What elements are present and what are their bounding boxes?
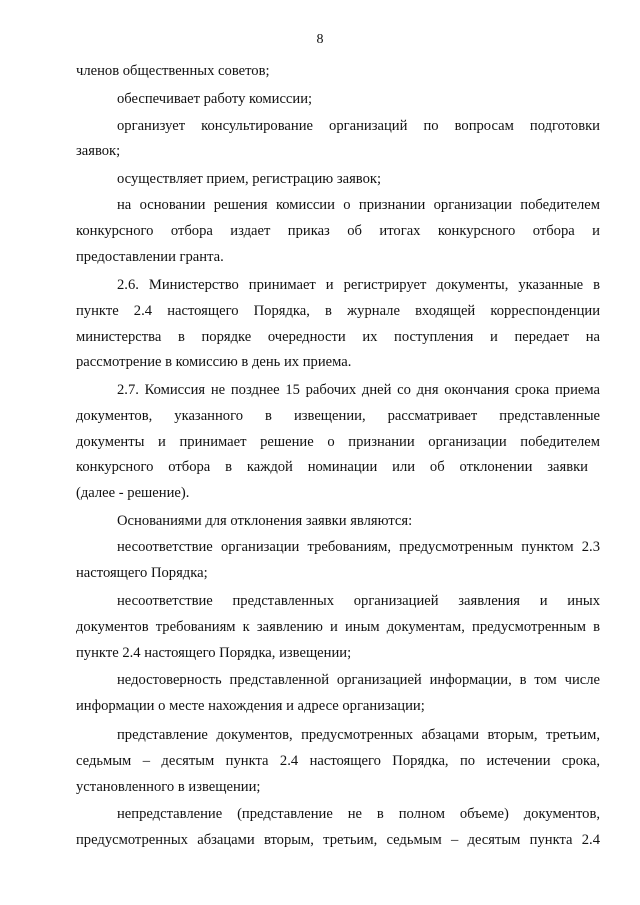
text-line: установленного в извещении; xyxy=(76,779,261,795)
text-line: Основаниями для отклонения заявки являются: xyxy=(117,513,413,529)
text-line: недостоверность представленной организацией информации, в том числе xyxy=(117,672,600,688)
text-line: рассмотрение в комиссию в день их приема. xyxy=(76,354,352,370)
page-number: 8 xyxy=(316,32,324,47)
text-line: на основании решения комиссии о признании организации победителем xyxy=(117,197,600,213)
text-line: заявок; xyxy=(76,143,121,159)
text-line: членов общественных советов; xyxy=(76,63,270,79)
text-line: предусмотренных абзацами вторым, третьим, седьмым – десятым пункта 2.4 xyxy=(76,832,600,848)
text-line: документов, указанного в извещении, рассматривает представленные xyxy=(76,408,600,424)
text-line: непредставление (представление не в полном объеме) документов, xyxy=(117,806,600,822)
text-line: документы и принимает решение о признании организации победителем xyxy=(76,434,600,450)
text-line: осуществляет прием, регистрацию заявок; xyxy=(117,171,382,187)
text-line: несоответствие представленных организацией заявления и иных xyxy=(117,593,600,609)
text-line: пункте 2.4 настоящего Порядка, извещении; xyxy=(76,645,352,661)
text-line: представление документов, предусмотренных абзацами вторым, третьим, xyxy=(117,727,600,743)
text-line: несоответствие организации требованиям, предусмотренным пунктом 2.3 xyxy=(117,539,600,555)
text-line: информации о месте нахождения и адресе организации; xyxy=(76,698,425,714)
text-line: седьмым – десятым пункта 2.4 настоящего Порядка, по истечении срока, xyxy=(76,753,600,769)
text-line: документов требованиям к заявлению и иным документам, предусмотренным в xyxy=(76,619,600,635)
text-line: пункте 2.4 настоящего Порядка, в журнале входящей корреспонденции xyxy=(76,303,600,319)
text-line: настоящего Порядка; xyxy=(76,565,208,581)
text-line: обеспечивает работу комиссии; xyxy=(117,91,313,107)
text-line: предоставлении гранта. xyxy=(76,249,224,265)
text-line: министерства в порядке очередности их поступления и передает на xyxy=(76,329,600,345)
text-line: конкурсного отбора в каждой номинации или об отклонении заявки xyxy=(76,459,588,475)
text-line: организует консультирование организаций по вопросам подготовки xyxy=(117,118,600,134)
text-line: (далее - решение). xyxy=(76,485,190,501)
text-line: 2.7. Комиссия не позднее 15 рабочих дней со дня окончания срока приема xyxy=(117,382,600,398)
text-line: 2.6. Министерство принимает и регистрирует документы, указанные в xyxy=(117,277,600,293)
text-line: конкурсного отбора издает приказ об итогах конкурсного отбора и xyxy=(76,223,600,239)
